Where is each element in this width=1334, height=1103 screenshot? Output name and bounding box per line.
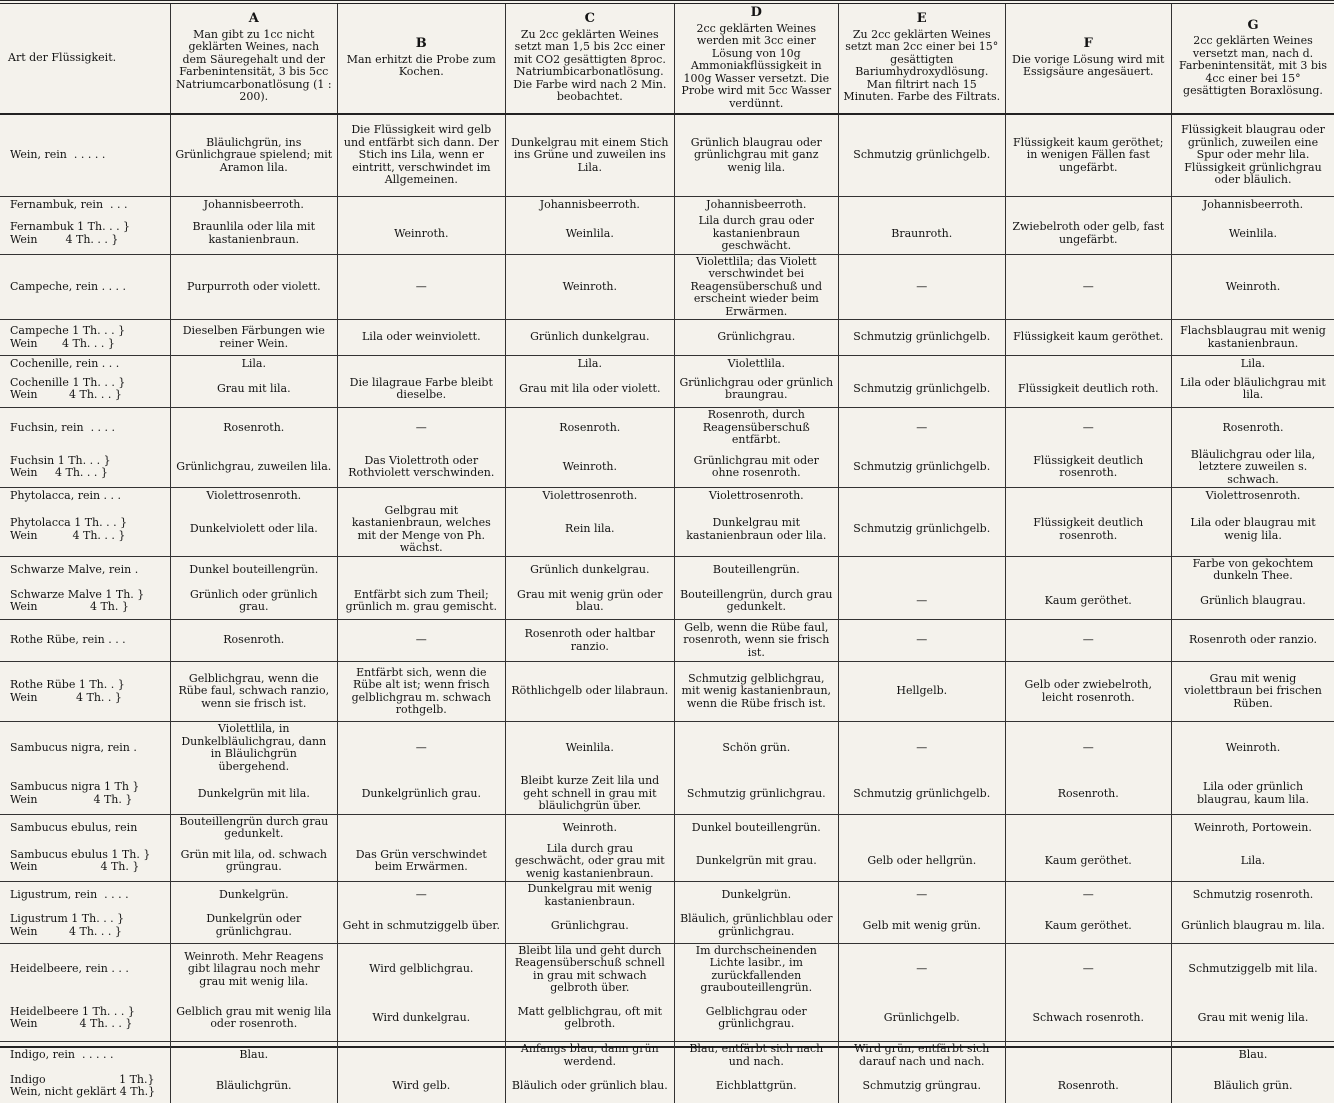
cell-f: Zwiebelroth oder gelb, fast ungefärbt. [1005, 214, 1171, 254]
table-row [0, 722, 1334, 775]
cell-c: Rosenroth. [506, 408, 675, 448]
cell-d: Bläulich, grünlichblau oder grünlichgrau. [674, 909, 838, 943]
cell-e: Schmutzig grünlichgelb. [839, 504, 1005, 557]
cell-c: Dunkelgrau mit wenig kastanienbraun. [506, 882, 675, 910]
cell-c: Bläulich oder grünlich blau. [506, 1069, 675, 1103]
cell-f [1005, 196, 1171, 214]
cell-b [337, 196, 506, 214]
table-row [0, 372, 1334, 408]
cell-d: Grünlich blaugrau oder grünlichgrau mit ganz wenig lila. [674, 114, 838, 196]
table-row [0, 320, 1334, 356]
cell-e: Schmutzig grünlichgelb. [839, 114, 1005, 196]
column-description: Zu 2cc geklärten Weines setzt man 1,5 bis 2cc einer mit CO2 gesättigten 8proc. Natriumbicarbonatlösung. Die Farbe wird nach 2 Min. beobachtet. [513, 27, 667, 104]
cell-b: Das Grün verschwindet beim Erwärmen. [337, 842, 506, 882]
column-description: Man erhitzt die Probe zum Kochen. [346, 52, 496, 79]
row-label: Sambucus ebulus 1 Th. } Wein 4 Th. } [10, 847, 151, 874]
table-row [0, 662, 1334, 722]
cell-f: Gelb oder zwiebelroth, leicht rosenroth. [1005, 662, 1171, 722]
cell-a: Grünlich oder grünlich grau. [171, 584, 337, 620]
cell-e: Gelb mit wenig grün. [839, 909, 1005, 943]
table-row [0, 556, 1334, 584]
cell-b: Entfärbt sich zum Theil; grünlich m. grau gemischt. [337, 584, 506, 620]
cell-c: Rein lila. [506, 504, 675, 557]
column-description: 2cc geklärten Weines werden mit 3cc einer Lösung von 10g Ammoniakflüssigkeit in 100g Wasser versetzt. Die Probe wird mit 5cc Wasser verdünnt. [681, 21, 832, 110]
cell-d: Blau, entfärbt sich nach und nach. [674, 1042, 838, 1070]
cell-f [1005, 1042, 1171, 1070]
cell-e: Hellgelb. [839, 662, 1005, 722]
row-label: Cochenille 1 Th. . . } Wein 4 Th. . . } [10, 375, 126, 402]
cell-f: Rosenroth. [1005, 1069, 1171, 1103]
cell-d: Grünlichgrau mit oder ohne rosenroth. [674, 448, 838, 488]
row-label: Indigo 1 Th.} Wein, nicht geklärt 4 Th.} [10, 1072, 156, 1098]
cell-f: Kaum geröthet. [1005, 584, 1171, 620]
cell-a: Purpurroth oder violett. [171, 254, 337, 320]
cell-b [337, 814, 506, 842]
cell-e: Schmutzig grünlichgelb. [839, 320, 1005, 356]
cell-f: Flüssigkeit deutlich rosenroth. [1005, 504, 1171, 557]
cell-e [839, 488, 1005, 504]
cell-c: Johannisbeerroth. [506, 196, 675, 214]
cell-c: Röthlichgelb oder lilabraun. [506, 662, 675, 722]
cell-g: Flachsblaugrau mit wenig kastanienbraun. [1171, 320, 1334, 356]
cell-e [839, 556, 1005, 584]
cell-b: Die Flüssigkeit wird gelb und entfärbt sich dann. Der Stich ins Lila, wenn er eintritt, verschwindet im Allgemeinen. [337, 114, 506, 196]
cell-d: Dunkelgrün. [674, 882, 838, 910]
cell-b: Dunkelgrünlich grau. [337, 774, 506, 814]
cell-g: Grau mit wenig lila. [1171, 996, 1334, 1042]
cell-c: Grünlich dunkelgrau. [506, 556, 675, 584]
cell-g: Grau mit wenig violettbraun bei frischen Rüben. [1171, 662, 1334, 722]
cell-g: Bläulichgrau oder lila, letztere zuweilen s. schwach. [1171, 448, 1334, 488]
column-letter: C [584, 11, 595, 27]
cell-a: Violettrosenroth. [171, 488, 337, 504]
header-column-c [506, 4, 675, 114]
cell-g: Lila oder bläulichgrau mit lila. [1171, 372, 1334, 408]
table-row [0, 408, 1334, 448]
cell-a: Grün mit lila, od. schwach grüngrau. [171, 842, 337, 882]
table-row [0, 196, 1334, 214]
table-body [0, 114, 1334, 1103]
cell-a: Bläulichgrün. [171, 1069, 337, 1103]
cell-c: Grau mit wenig grün oder blau. [506, 584, 675, 620]
cell-d: Violettrosenroth. [674, 488, 838, 504]
cell-d: Lila durch grau oder kastanienbraun geschwächt. [674, 214, 838, 254]
row-label: Rothe Rübe, rein . . . [0, 620, 171, 662]
table-row [0, 774, 1334, 814]
cell-f: — [1005, 254, 1171, 320]
cell-b: Gelbgrau mit kastanienbraun, welches mit der Menge von Ph. wächst. [337, 504, 506, 557]
cell-c: Violettrosenroth. [506, 488, 675, 504]
cell-b: — [337, 882, 506, 910]
cell-g: Rosenroth. [1171, 408, 1334, 448]
cell-a: Dunkelviolett oder lila. [171, 504, 337, 557]
cell-d: Schön grün. [674, 722, 838, 775]
cell-b: — [337, 620, 506, 662]
cell-c: Weinroth. [506, 254, 675, 320]
cell-e: Braunroth. [839, 214, 1005, 254]
cell-b: Wird gelblichgrau. [337, 943, 506, 996]
cell-e: Schmutzig grüngrau. [839, 1069, 1005, 1103]
cell-e [839, 814, 1005, 842]
cell-g: Lila oder grünlich blaugrau, kaum lila. [1171, 774, 1334, 814]
cell-d: Eichblattgrün. [674, 1069, 838, 1103]
cell-e: — [839, 620, 1005, 662]
cell-g: Rosenroth oder ranzio. [1171, 620, 1334, 662]
cell-a: Braunlila oder lila mit kastanienbraun. [171, 214, 337, 254]
cell-f: Kaum geröthet. [1005, 909, 1171, 943]
cell-e [839, 196, 1005, 214]
column-description: Zu 2cc geklärten Weines setzt man 2cc einer bei 15° gesättigten Bariumhydroxydlösung. Man filtrirt nach 15 Minuten. Farbe des Filtrats. [843, 27, 1001, 104]
cell-d: Im durchscheinenden Lichte lasibr., im zurückfallenden graubouteillengrün. [674, 943, 838, 996]
cell-f: Rosenroth. [1005, 774, 1171, 814]
cell-b [337, 1042, 506, 1070]
cell-e [839, 356, 1005, 372]
column-letter: G [1247, 17, 1259, 33]
row-label: Heidelbeere, rein . . . [0, 943, 171, 996]
cell-b: Geht in schmutziggelb über. [337, 909, 506, 943]
cell-c: Weinlila. [506, 214, 675, 254]
cell-d: Violettlila; das Violett verschwindet bei Reagensüberschuß und erscheint wieder beim Erwärmen. [674, 254, 838, 320]
cell-d: Dunkelgrau mit kastanienbraun oder lila. [674, 504, 838, 557]
cell-a: Bouteillengrün durch grau gedunkelt. [171, 814, 337, 842]
cell-f: Schwach rosenroth. [1005, 996, 1171, 1042]
cell-b: Wird dunkelgrau. [337, 996, 506, 1042]
cell-g: Weinlila. [1171, 214, 1334, 254]
cell-e: Wird grün, entfärbt sich darauf nach und nach. [839, 1042, 1005, 1070]
cell-b: — [337, 254, 506, 320]
cell-a: Rosenroth. [171, 620, 337, 662]
cell-f: — [1005, 943, 1171, 996]
cell-b [337, 356, 506, 372]
table-row [0, 1042, 1334, 1070]
header-column-a [171, 4, 337, 114]
column-letter: A [248, 11, 259, 27]
cell-e: Gelb oder hellgrün. [839, 842, 1005, 882]
cell-a: Grünlichgrau, zuweilen lila. [171, 448, 337, 488]
cell-d: Dunkel bouteillengrün. [674, 814, 838, 842]
column-description: Man gibt zu 1cc nicht geklärten Weines, nach dem Säuregehalt und der Farbenintensität, 3 bis 5cc Natriumcarbonatlösung (1 : 200). [175, 27, 332, 104]
row-label: Sambucus nigra, rein . [0, 722, 171, 775]
cell-a: Dunkel bouteillengrün. [171, 556, 337, 584]
table-row [0, 1069, 1334, 1103]
cell-e: Schmutzig grünlichgelb. [839, 774, 1005, 814]
table-row [0, 882, 1334, 910]
table-row [0, 909, 1334, 943]
cell-e: — [839, 254, 1005, 320]
column-letter: F [1083, 36, 1093, 52]
cell-c: Dunkelgrau mit einem Stich ins Grüne und zuweilen ins Lila. [506, 114, 675, 196]
cell-d: Dunkelgrün mit grau. [674, 842, 838, 882]
cell-c: Anfangs blau, dann grün werdend. [506, 1042, 675, 1070]
row-label: Phytolacca 1 Th. . . } Wein 4 Th. . . } [10, 516, 128, 542]
cell-a: Dunkelgrün oder grünlichgrau. [171, 909, 337, 943]
row-label: Wein, rein . . . . . [0, 114, 171, 196]
cell-g: Bläulich grün. [1171, 1069, 1334, 1103]
cell-c: Bleibt lila und geht durch Reagensüberschuß schnell in grau mit schwach gelbroth über. [506, 943, 675, 996]
cell-b: — [337, 408, 506, 448]
cell-e: — [839, 584, 1005, 620]
header-column-b [337, 4, 506, 114]
cell-g: Johannisbeerroth. [1171, 196, 1334, 214]
cell-f: Kaum geröthet. [1005, 842, 1171, 882]
table-row [0, 356, 1334, 372]
cell-c: Weinlila. [506, 722, 675, 775]
cell-b: Entfärbt sich, wenn die Rübe alt ist; wenn frisch gelblichgrau m. schwach rothgelb. [337, 662, 506, 722]
cell-e: Schmutzig grünlichgelb. [839, 372, 1005, 408]
cell-c: Rosenroth oder haltbar ranzio. [506, 620, 675, 662]
header-column-g [1171, 4, 1334, 114]
cell-f: Flüssigkeit kaum geröthet. [1005, 320, 1171, 356]
row-label: Sambucus ebulus, rein [0, 814, 171, 842]
row-label: Campeche, rein . . . . [0, 254, 171, 320]
cell-g: Lila. [1171, 356, 1334, 372]
cell-b: Das Violettroth oder Rothviolett verschwinden. [337, 448, 506, 488]
cell-f: — [1005, 882, 1171, 910]
cell-d: Gelb, wenn die Rübe faul, rosenroth, wenn sie frisch ist. [674, 620, 838, 662]
cell-c: Grünlich dunkelgrau. [506, 320, 675, 356]
column-letter: B [415, 36, 427, 52]
cell-d: Bouteillengrün, durch grau gedunkelt. [674, 584, 838, 620]
cell-d: Johannisbeerroth. [674, 196, 838, 214]
cell-f [1005, 556, 1171, 584]
cell-f: Flüssigkeit kaum geröthet; in wenigen Fällen fast ungefärbt. [1005, 114, 1171, 196]
cell-a: Violettlila, in Dunkelbläulichgrau, dann in Bläulichgrün übergehend. [171, 722, 337, 775]
cell-c: Lila. [506, 356, 675, 372]
table-row [0, 996, 1334, 1042]
row-label: Ligustrum 1 Th. . . } Wein 4 Th. . . } [10, 912, 125, 938]
cell-c: Grünlichgrau. [506, 909, 675, 943]
row-label: Fuchsin, rein . . . . [0, 408, 171, 448]
row-label: Schwarze Malve 1 Th. } Wein 4 Th. } [10, 587, 145, 614]
cell-f: — [1005, 620, 1171, 662]
cell-b: Die lilagraue Farbe bleibt dieselbe. [337, 372, 506, 408]
table-row [0, 448, 1334, 488]
cell-g: Weinroth. [1171, 254, 1334, 320]
cell-a: Weinroth. Mehr Reagens gibt lilagrau noch mehr grau mit wenig lila. [171, 943, 337, 996]
cell-e: — [839, 943, 1005, 996]
cell-a: Dieselben Färbungen wie reiner Wein. [171, 320, 337, 356]
column-letter: E [916, 11, 927, 27]
cell-a: Lila. [171, 356, 337, 372]
cell-f: — [1005, 408, 1171, 448]
cell-g: Weinroth, Portowein. [1171, 814, 1334, 842]
cell-d: Bouteillengrün. [674, 556, 838, 584]
cell-c: Bleibt kurze Zeit lila und geht schnell in grau mit bläulichgrün über. [506, 774, 675, 814]
column-description: 2cc geklärten Weines versetzt man, nach d. Farbenintensität, mit 3 bis 4cc einer bei 15° gesättigten Boraxlösung. [1178, 34, 1328, 97]
row-label: Sambucus nigra 1 Th } Wein 4 Th. } [10, 780, 140, 806]
cell-g: Schmutzig rosenroth. [1171, 882, 1334, 910]
table-row [0, 504, 1334, 557]
header-column-f [1005, 4, 1171, 114]
cell-d: Rosenroth, durch Reagensüberschuß entfärbt. [674, 408, 838, 448]
cell-g: Violettrosenroth. [1171, 488, 1334, 504]
table-row [0, 943, 1334, 996]
row-label: Indigo, rein . . . . . [0, 1042, 171, 1070]
cell-a: Johannisbeerroth. [171, 196, 337, 214]
cell-g: Weinroth. [1171, 722, 1334, 775]
cell-b [337, 488, 506, 504]
header-column-e [839, 4, 1005, 114]
cell-b: — [337, 722, 506, 775]
cell-f: Flüssigkeit deutlich roth. [1005, 372, 1171, 408]
cell-c: Lila durch grau geschwächt, oder grau mit wenig kastanienbraun. [506, 842, 675, 882]
table-row [0, 620, 1334, 662]
cell-g: Lila oder blaugrau mit wenig lila. [1171, 504, 1334, 557]
cell-d: Grünlichgrau. [674, 320, 838, 356]
cell-g: Schmutziggelb mit lila. [1171, 943, 1334, 996]
cell-g: Flüssigkeit blaugrau oder grünlich, zuweilen eine Spur oder mehr lila. Flüssigkeit grünlichgrau oder bläulich. [1171, 114, 1334, 196]
cell-e: — [839, 882, 1005, 910]
cell-g: Lila. [1171, 842, 1334, 882]
cell-g: Blau. [1171, 1042, 1334, 1070]
cell-b: Wird gelb. [337, 1069, 506, 1103]
cell-a: Gelblich grau mit wenig lila oder rosenroth. [171, 996, 337, 1042]
cell-b [337, 556, 506, 584]
wine-test-table [0, 4, 1334, 1103]
cell-c: Matt gelblichgrau, oft mit gelbroth. [506, 996, 675, 1042]
table-row [0, 488, 1334, 504]
table-row [0, 842, 1334, 882]
row-label: Rothe Rübe 1 Th. . } Wein 4 Th. . } [0, 662, 171, 722]
table-row [0, 584, 1334, 620]
table-row [0, 254, 1334, 320]
cell-g: Grünlich blaugrau m. lila. [1171, 909, 1334, 943]
cell-f [1005, 488, 1171, 504]
cell-a: Blau. [171, 1042, 337, 1070]
cell-b: Lila oder weinviolett. [337, 320, 506, 356]
cell-c: Weinroth. [506, 814, 675, 842]
row-label: Phytolacca, rein . . . [0, 488, 171, 504]
cell-e: — [839, 722, 1005, 775]
cell-a: Gelblichgrau, wenn die Rübe faul, schwach ranzio, wenn sie frisch ist. [171, 662, 337, 722]
cell-c: Weinroth. [506, 448, 675, 488]
column-letter: D [750, 5, 762, 20]
row-label: Cochenille, rein . . . [0, 356, 171, 372]
cell-f: Flüssigkeit deutlich rosenroth. [1005, 448, 1171, 488]
cell-a: Rosenroth. [171, 408, 337, 448]
row-label: Fernambuk, rein . . . [0, 196, 171, 214]
header-column-d [674, 4, 838, 114]
row-label: Fuchsin 1 Th. . . } Wein 4 Th. . . } [10, 453, 111, 480]
header-liquid-type: Art der Flüssigkeit. [0, 4, 171, 114]
row-label: Ligustrum, rein . . . . [0, 882, 171, 910]
cell-d: Schmutzig grünlichgrau. [674, 774, 838, 814]
row-label: Campeche 1 Th. . . } Wein 4 Th. . . } [0, 320, 171, 356]
cell-f [1005, 814, 1171, 842]
row-label: Fernambuk 1 Th. . . } Wein 4 Th. . . } [10, 220, 131, 246]
cell-e: — [839, 408, 1005, 448]
cell-a: Dunkelgrün mit lila. [171, 774, 337, 814]
cell-c: Grau mit lila oder violett. [506, 372, 675, 408]
cell-g: Grünlich blaugrau. [1171, 584, 1334, 620]
cell-d: Violettlila. [674, 356, 838, 372]
cell-e: Grünlichgelb. [839, 996, 1005, 1042]
table-header-row [0, 4, 1334, 114]
table-row [0, 114, 1334, 196]
cell-f [1005, 356, 1171, 372]
cell-g: Farbe von gekochtem dunkeln Thee. [1171, 556, 1334, 584]
cell-d: Schmutzig gelblichgrau, mit wenig kastanienbraun, wenn die Rübe frisch ist. [674, 662, 838, 722]
row-label: Schwarze Malve, rein . [0, 556, 171, 584]
cell-a: Bläulichgrün, ins Grünlichgraue spielend; mit Aramon lila. [171, 114, 337, 196]
table-row [0, 214, 1334, 254]
row-label: Heidelbeere 1 Th. . . } Wein 4 Th. . . } [10, 1004, 135, 1031]
cell-b: Weinroth. [337, 214, 506, 254]
cell-f: — [1005, 722, 1171, 775]
cell-a: Grau mit lila. [171, 372, 337, 408]
table-row [0, 814, 1334, 842]
cell-e: Schmutzig grünlichgelb. [839, 448, 1005, 488]
cell-d: Gelblichgrau oder grünlichgrau. [674, 996, 838, 1042]
column-description: Die vorige Lösung wird mit Essigsäure angesäuert. [1012, 52, 1165, 79]
cell-d: Grünlichgrau oder grünlich braungrau. [674, 372, 838, 408]
cell-a: Dunkelgrün. [171, 882, 337, 910]
